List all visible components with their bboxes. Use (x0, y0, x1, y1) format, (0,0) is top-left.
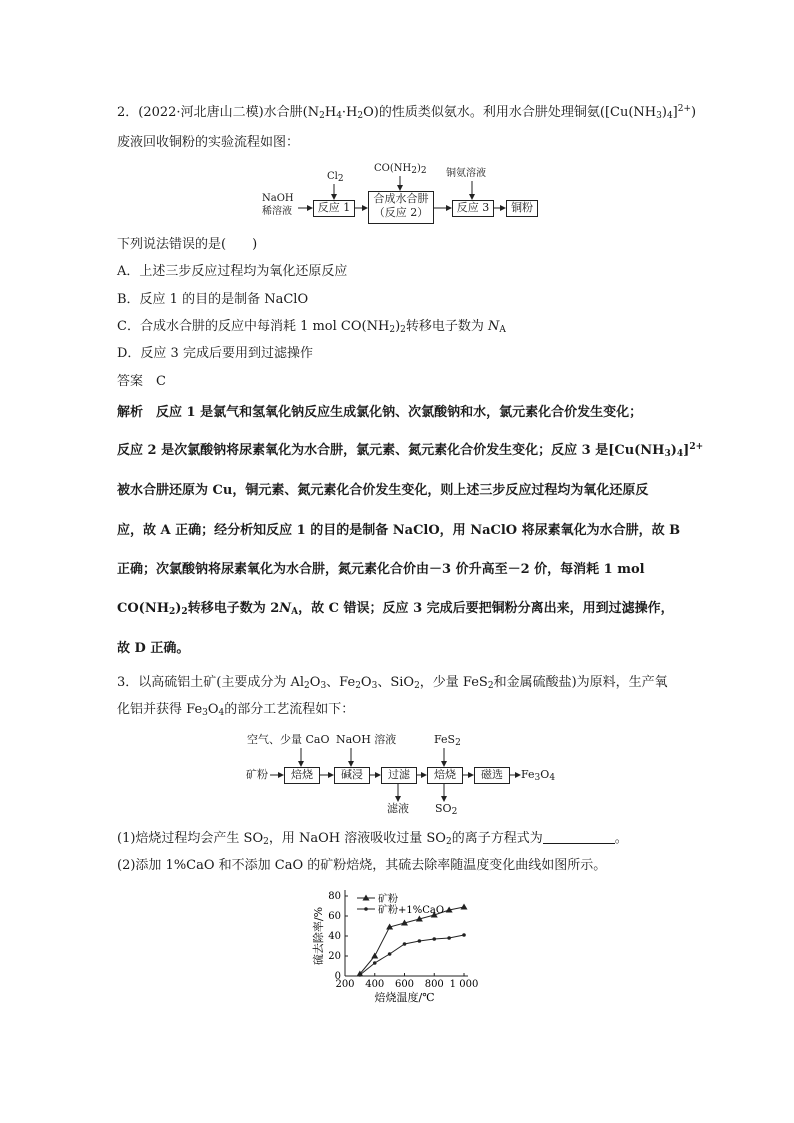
q2-explanation-line2: 反应 2 是次氯酸钠将尿素氧化为水合肼，氯元素、氮元素化合价发生变化；反应 3 是$[Cu(NH_3)_4]^{2+}$ (117, 442, 704, 459)
q3-stem-line1: 3．以高硫铝土矿(主要成分为 $Al_2O_3$、$Fe_2O_3$、SiO$_2$，少量 FeS$_2$和金属硫酸盐)为原料，生产氧 (117, 675, 668, 691)
y-tick-label: 20 (328, 951, 341, 962)
q2-flow-urea: $CO(NH_2)_2$ (374, 163, 427, 176)
data-point-dot (447, 936, 451, 940)
x-tick-label: 200 (335, 979, 355, 990)
q2-box-reaction3: 反应 3 (452, 200, 494, 217)
q2-number: 2． (117, 105, 139, 120)
x-axis-label: 焙烧温度/℃ (374, 991, 435, 1004)
q2-flow-cl2: $Cl_2$ (327, 171, 344, 184)
data-point-dot (418, 939, 422, 943)
q2-box-reaction1: 反应 1 (313, 200, 355, 217)
q2-option-a: A．上述三步反应过程均为氧化还原反应 (117, 264, 348, 279)
q3-box-magnetic-sep: 磁选 (474, 767, 510, 784)
q2-explanation-line6: $CO(NH_2)_2$转移电子数为 $2N_A$，故 C 错误；反应 3 完成后要把铜粉分离出来，用到过滤操作， (117, 601, 674, 617)
data-point-dot (388, 952, 392, 956)
q3-flow-ore: 矿粉 (246, 768, 268, 781)
legend-label: 矿粉 (378, 894, 398, 905)
y-tick-label: 40 (328, 931, 341, 942)
q3-stem-line2: 化铝并获得 $Fe_3O_4$的部分工艺流程如下： (117, 702, 355, 718)
x-tick-label: 1 000 (449, 979, 479, 990)
q3-flow-naoh: NaOH 溶液 (336, 733, 397, 746)
q2-flow-naoh-dilute: 稀溶液 (262, 206, 292, 217)
q3-box-roast2: 焙烧 (427, 767, 463, 784)
q3-flow-fes2: FeS$_2$ (434, 733, 461, 748)
q2-answer: 答案 C (117, 374, 166, 389)
x-tick-label: 400 (365, 979, 385, 990)
q3-box-filter: 过滤 (381, 767, 417, 784)
legend-marker-dot (364, 907, 368, 911)
y-tick-label: 0 (334, 971, 341, 982)
q3-flow-filtrate: 滤液 (387, 802, 409, 815)
y-tick-label: 60 (328, 911, 341, 922)
q3-sub1: (1)焙烧过程均会产生 $SO_2$，用 NaOH 溶液吸收过量 $SO_2$的离子方程式为 。 (117, 831, 628, 847)
x-tick-label: 800 (424, 979, 444, 990)
legend-label: 矿粉+1%CaO (378, 905, 445, 916)
q3-box-alkali-leach: 碱浸 (334, 767, 370, 784)
data-point-dot (432, 937, 436, 941)
q2-explanation-line7: 故 D 正确。 (117, 641, 190, 656)
q3-flow-air-cao: 空气、少量 CaO (247, 733, 330, 746)
data-point-triangle (461, 904, 468, 910)
q2-option-c: C．合成水合肼的反应中每消耗 1 mol $CO(NH_2)_2$转移电子数为 $N_A$ (117, 319, 506, 335)
q3-flow-fe3o4: $Fe_3O_4$ (521, 768, 556, 783)
y-axis-label: 硫去除率/% (312, 906, 325, 966)
data-point-dot (373, 961, 377, 965)
q2-explanation-line3: 被水合肼还原为 Cu，铜元素、氮元素化合价发生变化，则上述三步反应过程均为氧化还原反 (117, 483, 649, 498)
q2-explanation-line1: 解析 反应 1 是氯气和氢氧化钠反应生成氯化钠、次氯酸钠和水，氯元素化合价发生变化； (117, 405, 643, 420)
q2-box-copper-powder: 铜粉 (506, 200, 538, 217)
q2-source: (2022·河北唐山二模) (138, 105, 264, 120)
data-point-triangle (371, 953, 378, 959)
q2-explanation-line4: 应，故 A 正确；经分析知反应 1 的目的是制备 NaClO，用 NaClO 将尿素氧化为水合肼，故 B (117, 523, 681, 538)
q3-flow-so2: $SO_2$ (435, 802, 458, 817)
data-point-dot (403, 942, 407, 946)
q2-stem-line1: 2．(2022·河北唐山二模)水合肼$(N_2H_4\cdot H_2O)$的性质类似氨水。利用水合肼处理铜氨$([Cu(NH_3)_4]^{2+})$ (117, 104, 697, 121)
data-point-dot (462, 933, 466, 937)
q2-flow-copper-ammonia: 铜氨溶液 (446, 168, 486, 179)
q2-explanation-line5: 正确；次氯酸钠将尿素氧化为水合肼，氮元素化合价由－3 价升高至－2 价，每消耗 1 mol (117, 562, 645, 577)
q2-stem-line2: 废液回收铜粉的实验流程如图： (117, 135, 300, 150)
q2-flow-naoh: NaOH (262, 193, 294, 204)
q3-sub2: (2)添加 1%CaO 和不添加 CaO 的矿粉焙烧，其硫去除率随温度变化曲线如图所示。 (117, 858, 607, 873)
q2-option-b: B．反应 1 的目的是制备 NaClO (117, 292, 309, 307)
q2-question: 下列说法错误的是( ) (117, 237, 258, 252)
x-tick-label: 600 (394, 979, 415, 990)
q2-option-d: D．反应 3 完成后要用到过滤操作 (117, 346, 313, 361)
data-point-dot (358, 973, 362, 977)
y-tick-label: 80 (328, 891, 341, 902)
q2-box-reaction2: 合成水合肼 （反应 2） (368, 191, 434, 224)
q3-box-roast1: 焙烧 (284, 767, 320, 784)
